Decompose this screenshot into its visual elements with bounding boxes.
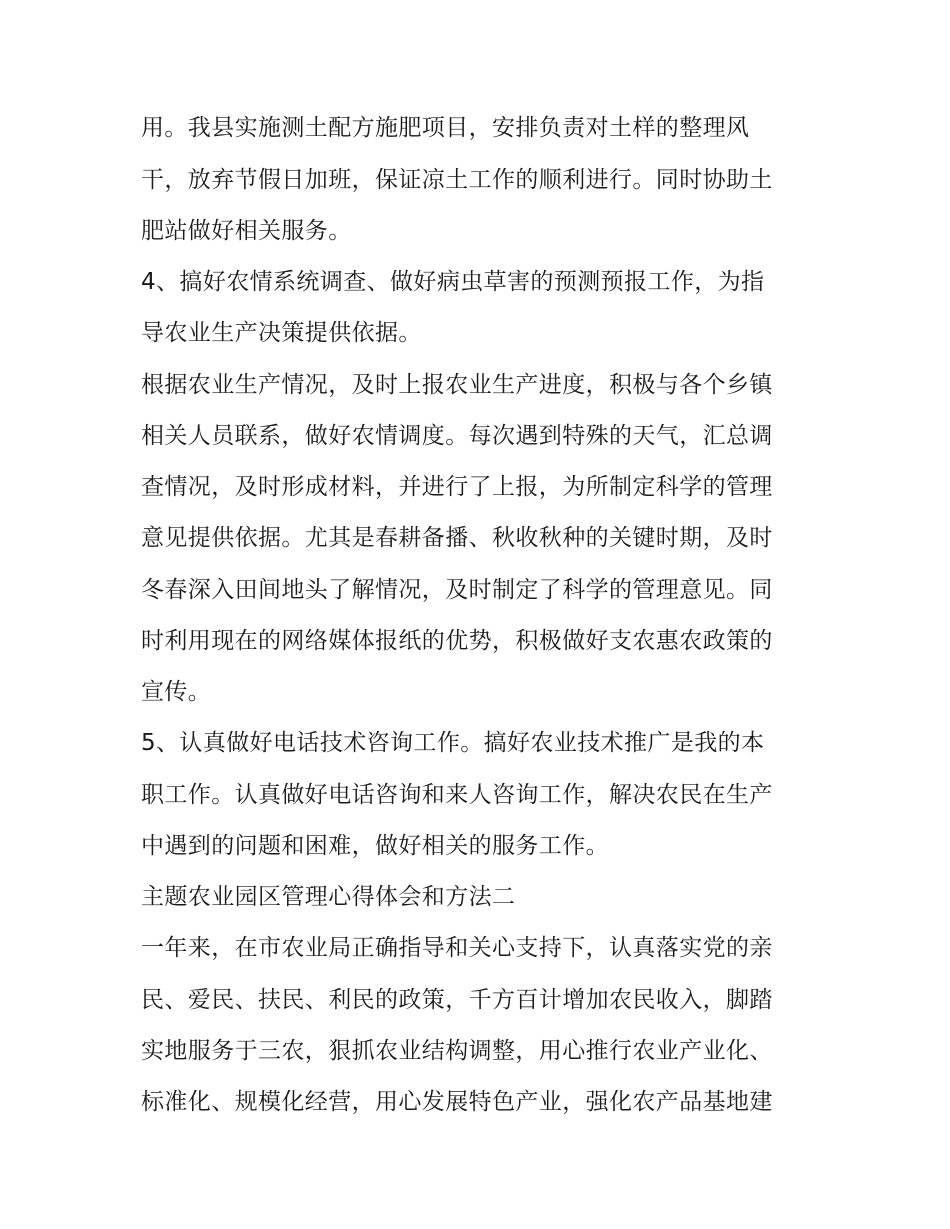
section-heading: 主题农业园区管理心得体会和方法二 [141, 884, 516, 910]
text-line-9: 意见提供依据。尤其是春耕备播、秋收秋种的关键时期，及时 [141, 525, 773, 551]
text-line-12: 宣传。 [141, 679, 212, 705]
text-line-6: 根据农业生产情况，及时上报农业生产进度，积极与各个乡镇 [141, 372, 773, 398]
text-line-13: 5、认真做好电话技术咨询工作。搞好农业技术推广是我的本 [141, 730, 765, 756]
text-line-18: 民、爱民、扶民、利民的政策，千方百计增加农民收入，脚踏 [141, 987, 773, 1013]
text-line-20: 标准化、规模化经营，用心发展特色产业，强化农产品基地建 [141, 1089, 773, 1115]
text-line-19: 实地服务于三农，狠抓农业结构调整，用心推行农业产业化、 [141, 1038, 773, 1064]
text-line-2: 干，放弃节假日加班，保证凉土工作的顺利进行。同时协助土 [141, 167, 773, 193]
text-line-17: 一年来，在市农业局正确指导和关心支持下，认真落实党的亲 [141, 935, 773, 961]
text-line-5: 导农业生产决策提供依据。 [141, 320, 422, 346]
text-line-8: 查情况，及时形成材料，并进行了上报，为所制定科学的管理 [141, 474, 773, 500]
text-line-14: 职工作。认真做好电话咨询和来人咨询工作，解决农民在生产 [141, 782, 773, 808]
text-line-15: 中遇到的问题和困难，做好相关的服务工作。 [141, 833, 609, 859]
text-line-4: 4、搞好农情系统调查、做好病虫草害的预测预报工作，为指 [141, 269, 765, 295]
text-line-1: 用。我县实施测土配方施肥项目，安排负责对土样的整理风 [141, 115, 750, 141]
text-line-10: 冬春深入田间地头了解情况，及时制定了科学的管理意见。同 [141, 577, 773, 603]
text-line-11: 时利用现在的网络媒体报纸的优势，积极做好支农惠农政策的 [141, 628, 773, 654]
text-line-7: 相关人员联系，做好农情调度。每次遇到特殊的天气，汇总调 [141, 423, 773, 449]
text-line-3: 肥站做好相关服务。 [141, 218, 352, 244]
